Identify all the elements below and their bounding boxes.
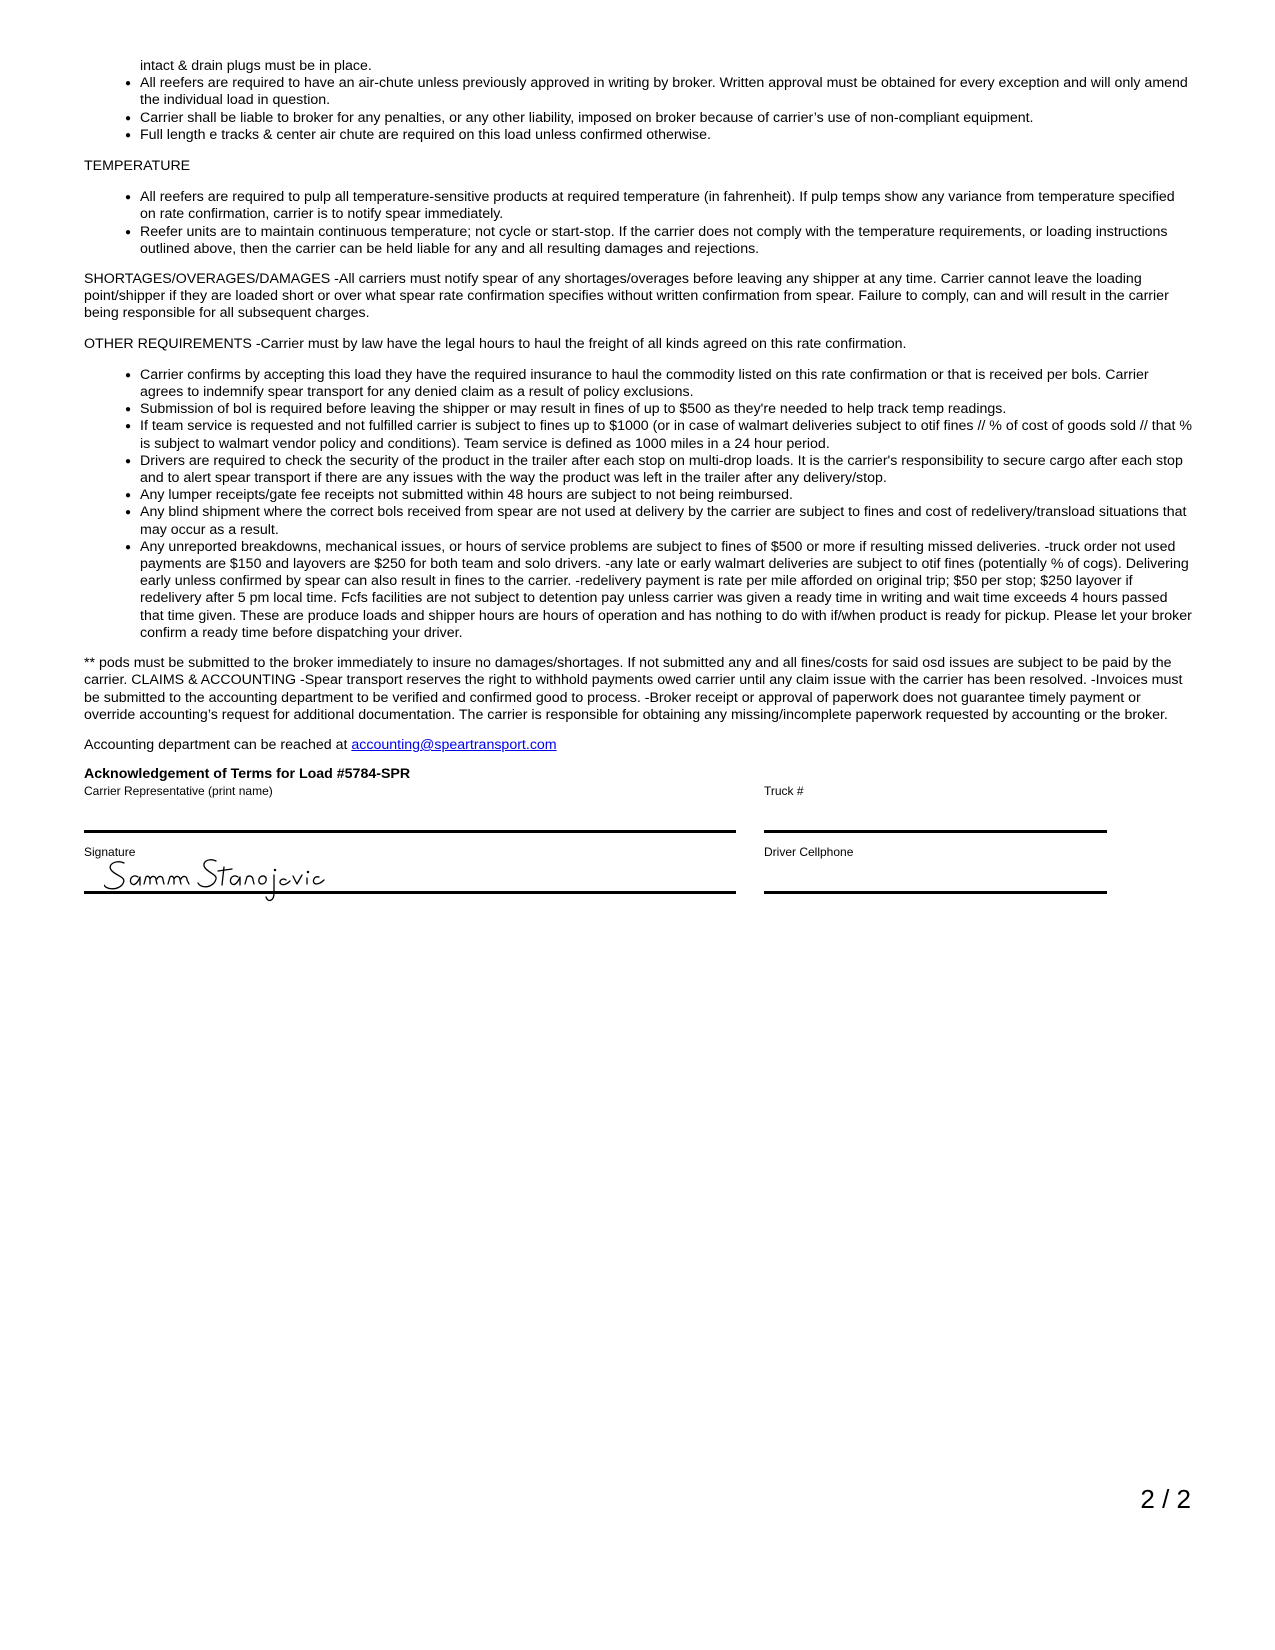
list-item: ● Reefer units are to maintain continuous temperature; not cycle or start-stop. If the carrier does not comply with the temperature requirements, or loading instructions outlined above, then the carrier can be held liable for any and all resulting damages and rejections. bbox=[140, 224, 1194, 258]
temperature-section bbox=[84, 158, 1194, 258]
accounting-prefix: Accounting department can be reached at bbox=[84, 736, 352, 753]
pods-paragraph: ** pods must be submitted to the broker immediately to insure no damages/shortages. If not submitted any and all fines/costs for said osd issues are subject to be paid by the carrier. CLAIMS & ACCOUNTING -Spear transport reserves the right to withhold payments owed carrier until any claim issue with the carrier has been resolved. -Invoices must be submitted to the accounting department to be verified and confirmed good to process. -Broker receipt or approval of paperwork does not guarantee timely payment or override accounting’s request for additional documentation. The carrier is responsible for obtaining any missing/incomplete paperwork requested by accounting or the broker. bbox=[84, 655, 1183, 723]
signature-label: Signature bbox=[84, 845, 136, 860]
list-item: ● Any unreported breakdowns, mechanical issues, or hours of service problems are subject to fines of $500 or more if resulting missed deliveries. -truck order not used payments are $150 and layovers are $250 for both team and solo drivers. -any late or early walmart deliveries are subject to otif fines (potentially % of cogs). Delivering early unless confirmed by spear can also result in fines to the carrier. -redelivery payment is rate per mile afforded on original trip; $50 per stop; $250 layover if redelivery after 5 pm local time. Fcfs facilities are not subject to detention pay unless carrier was given a ready time in writing and wait time exceeds 4 hours passed that time given. These are produce loads and shipper hours are hours of operation and has nothing to do with if/when product is ready for pickup. Please let your broker confirm a ready time before dispatching your driver. bbox=[140, 539, 1194, 642]
equipment-section bbox=[84, 58, 1194, 144]
equipment-list bbox=[84, 75, 1194, 144]
signature-field[interactable] bbox=[84, 891, 736, 894]
shortages-paragraph: SHORTAGES/OVERAGES/DAMAGES -All carriers must notify spear of any shortages/overages before leaving any shipper at any time. Carrier cannot leave the loading point/shipper if they are loaded short or over what spear rate confirmation specifies without written confirmation from spear. Failure to comply, can and will result in the carrier being responsible for all subsequent charges. bbox=[84, 271, 1169, 322]
temperature-list bbox=[84, 189, 1194, 258]
list-item: ● Any blind shipment where the correct bols received from spear are not used at delivery by the carrier are subject to fines and cost of redelivery/transload situations that may occur as a result. bbox=[140, 504, 1194, 538]
list-item: ● Carrier shall be liable to broker for any penalties, or any other liability, imposed on broker because of carrier’s use of non-compliant equipment. bbox=[140, 110, 1194, 127]
carrier-rep-field[interactable] bbox=[84, 830, 736, 833]
truck-number-label: Truck # bbox=[764, 784, 804, 799]
list-item: ● Any lumper receipts/gate fee receipts not submitted within 48 hours are subject to not being reimbursed. bbox=[140, 487, 1194, 504]
temperature-heading: TEMPERATURE bbox=[84, 158, 191, 175]
other-requirements-list bbox=[84, 367, 1194, 642]
driver-cellphone-label: Driver Cellphone bbox=[764, 845, 854, 860]
document-page bbox=[84, 58, 1194, 923]
list-item: ● Full length e tracks & center air chute are required on this load unless confirmed otherwise. bbox=[140, 127, 1194, 144]
signature-block bbox=[84, 783, 1194, 923]
signature-image bbox=[104, 853, 404, 913]
truck-number-field[interactable] bbox=[764, 830, 1107, 833]
equipment-continuation: intact & drain plugs must be in place. bbox=[140, 58, 372, 74]
driver-cellphone-field[interactable] bbox=[764, 891, 1107, 894]
acknowledgement-title: Acknowledgement of Terms for Load #5784-SPR bbox=[84, 766, 411, 783]
list-item: ● Drivers are required to check the security of the product in the trailer after each stop on multi-drop loads. It is the carrier's responsibility to secure cargo after each stop and to alert spear transport if there are any issues with the way the product was left in the trailer after any delivery/stop. bbox=[140, 453, 1194, 487]
list-item: ● Submission of bol is required before leaving the shipper or may result in fines of up to $500 as they're needed to help track temp readings. bbox=[140, 401, 1194, 418]
page-number: 2 / 2 bbox=[1140, 1484, 1191, 1514]
list-item: ● Carrier confirms by accepting this load they have the required insurance to haul the commodity listed on this rate confirmation or that is received per bols. Carrier agrees to indemnify spear transport for any denied claim as a result of policy exclusions. bbox=[140, 367, 1194, 401]
other-requirements-section bbox=[84, 336, 1194, 642]
accounting-email-link[interactable]: accounting@speartransport.com bbox=[351, 736, 557, 753]
list-item: ● All reefers are required to pulp all temperature-sensitive products at required temperature (in fahrenheit). If pulp temps show any variance from temperature specified on rate confirmation, carrier is to notify spear immediately. bbox=[140, 189, 1194, 223]
other-requirements-paragraph: OTHER REQUIREMENTS -Carrier must by law have the legal hours to haul the freight of all kinds agreed on this rate confirmation. bbox=[84, 335, 907, 352]
list-item: ● All reefers are required to have an air-chute unless previously approved in writing by broker. Written approval must be obtained for every exception and will only amend the individual load in question. bbox=[140, 75, 1194, 109]
accounting-line bbox=[84, 737, 1194, 754]
list-item: ● If team service is requested and not fulfilled carrier is subject to fines up to $1000 (or in case of walmart deliveries subject to otif fines // % of cost of goods sold // that % is subject to walmart vendor policy and conditions). Team service is defined as 1000 miles in a 24 hour period. bbox=[140, 418, 1194, 452]
carrier-rep-label: Carrier Representative (print name) bbox=[84, 784, 273, 799]
